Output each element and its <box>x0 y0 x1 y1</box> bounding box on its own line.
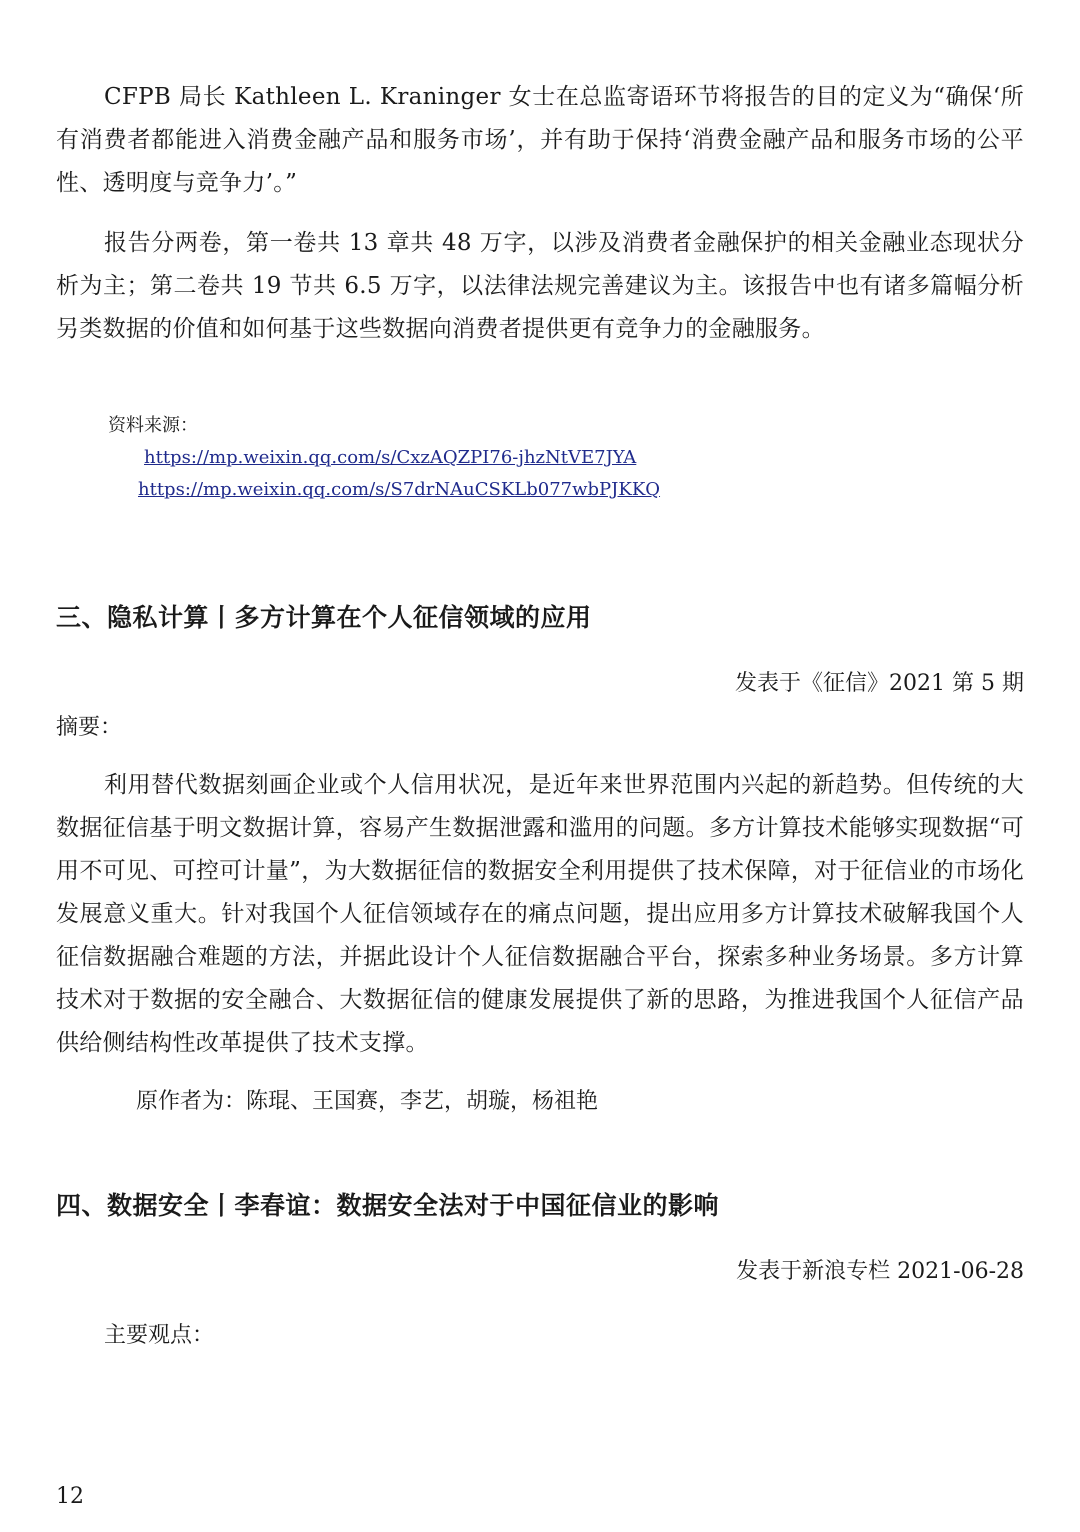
abstract-label: 摘要： <box>56 715 123 740</box>
section-3-authors: 原作者为：陈琨、王国赛，李艺，胡璇，杨祖艳 <box>136 1089 599 1114</box>
section-4-published: 发表于新浪专栏 2021-06-28 <box>736 1259 1024 1284</box>
page-number: 12 <box>56 1484 84 1509</box>
paragraph-report-volumes: 报告分两卷，第一卷共 13 章共 48 万字，以涉及消费者金融保护的相关金融业态现状分析为主；第二卷共 19 节共 6.5 万字，以法律法规完善建议为主。该报告中也有诸多篇幅分析另类数据的价值和如何基于这些数据向消费者提供更有竞争力的金融服务。 <box>56 230 1024 342</box>
section-4-heading: 四、数据安全丨李春谊：数据安全法对于中国征信业的影响 <box>56 1191 720 1220</box>
section-3-abstract: 利用替代数据刻画企业或个人信用状况，是近年来世界范围内兴起的新趋势。但传统的大数据征信基于明文数据计算，容易产生数据泄露和滥用的问题。多方计算技术能够实现数据“可用不可见、可控可计量”，为大数据征信的数据安全利用提供了技术保障，对于征信业的市场化发展意义重大。针对我国个人征信领域存在的痛点问题，提出应用多方计算技术破解我国个人征信数据融合难题的方法，并据此设计个人征信数据融合平台，探索多种业务场景。多方计算技术对于数据的安全融合、大数据征信的健康发展提供了新的思路，为推进我国个人征信产品供给侧结构性改革提供了技术支撑。 <box>56 772 1024 1056</box>
source-link-2[interactable]: https://mp.weixin.qq.com/s/S7drNAuCSKLb077wbPJKKQ <box>138 479 661 500</box>
sources-block <box>108 410 660 506</box>
sources-label: 资料来源： <box>108 415 198 436</box>
paragraph-cfpb-purpose: CFPB 局长 Kathleen L. Kraninger 女士在总监寄语环节将报告的目的定义为“确保‘所有消费者都能进入消费金融产品和服务市场’，并有助于保持‘消费金融产品和服务市场的公平性、透明度与竞争力’。” <box>56 84 1024 196</box>
main-points-label: 主要观点： <box>104 1323 215 1348</box>
source-link-1[interactable]: https://mp.weixin.qq.com/s/CxzAQZPI76-jhzNtVE7JYA <box>144 447 637 468</box>
section-3-published: 发表于《征信》2021 第 5 期 <box>735 671 1024 696</box>
section-3-heading: 三、隐私计算丨多方计算在个人征信领域的应用 <box>56 603 592 632</box>
